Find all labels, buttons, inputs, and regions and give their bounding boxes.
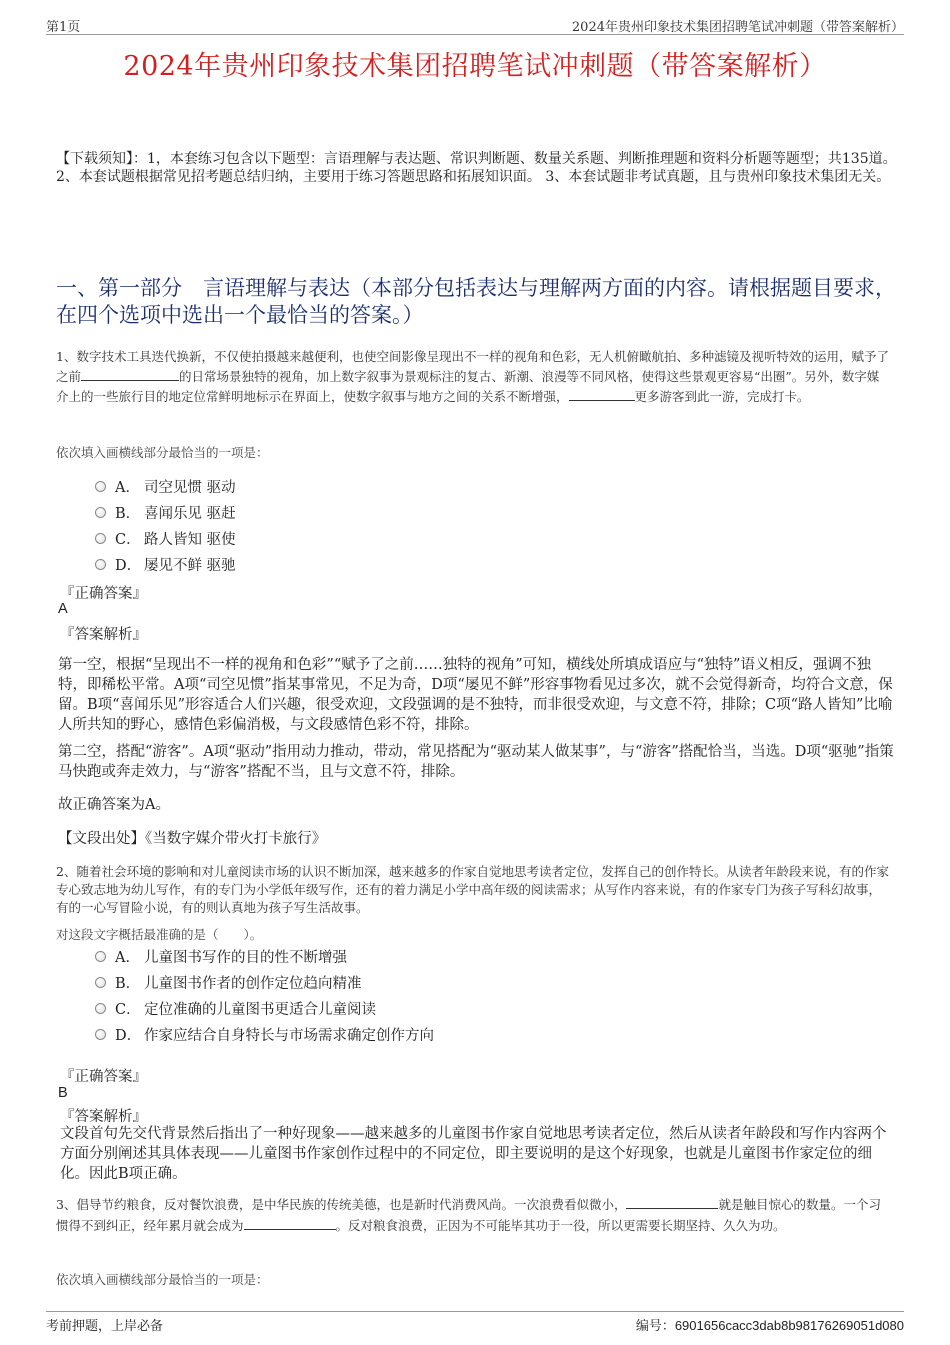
q1-analysis-2: 第二空，搭配“游客”。A项“驱动”指用动力推动，带动，常见搭配为“驱动某人做某事”，与“游客”搭配恰当，当选。D项“驱驰”指策马快跑或奔走效力，与“游客”搭配不当，且与文意不符，排除。 [58,744,894,780]
page-header [46,14,904,35]
question-2-text: 2、随着社会环境的影响和对儿童阅读市场的认识不断加深，越来越多的作家自觉地思考读者定位，发挥自己的创作特长。从读者年龄段来说，有的作家专心致志地为幼儿写作，有的专门为小学低年级写作，还有的着力满足小学中高年级的阅读需求；从写作内容来说，有的作家专门为孩子写科幻故事，有的一心写冒险小说，有的则认真地为孩子写生活故事。 [56,864,889,915]
question-1-text: 1、数字技术工具迭代换新，不仅使拍摄越来越便利，也使空间影像呈现出不一样的视角和色彩，无人机俯瞰航拍、多种滤镜及视听特效的运用，赋予了之前 的日常场景独特的视角，加上数字叙事为景观标注的复古、新潮、浪漫等不同风格，使得这些景观更容易“出圈”。另外，数字媒介上的一些旅行目的地定位常鲜明地标示在界面上，使数字叙事与地方之间的关系不断增强， 更多游客到此一游，完成打卡。 [56,349,889,404]
radio-icon[interactable] [95,977,106,988]
question-3-prompt: 依次填入画横线部分最恰当的一项是： [56,1272,269,1287]
q2-answer: B [58,1085,68,1101]
radio-icon[interactable] [95,507,106,518]
q1-answer: A [58,601,68,617]
q2-answer-label: 『正确答案』 [60,1069,147,1085]
footer-divider [46,1311,904,1312]
page-number: 第1页 [46,20,81,35]
page-title: 2024年贵州印象技术集团招聘笔试冲刺题（带答案解析） [123,51,827,82]
q2-analysis-label: 『答案解析』 [60,1109,147,1125]
answer-blank [569,387,635,401]
q1-answer-label: 『正确答案』 [60,586,147,602]
footer-code: 编号：6901656cacc3dab8b98176269051d080 [635,1318,904,1334]
q2-analysis: 文段首句先交代背景然后指出了一种好现象——越来越多的儿童图书作家自觉地思考读者定位，然后从读者年龄段和写作内容两个方面分别阐述其具体表现——儿童图书作家创作过程中的不同定位，即主要说明的是这个好现象，也就是儿童图书作家定位的细化。因此B项正确。 [60,1126,887,1182]
radio-icon[interactable] [95,1003,106,1014]
answer-blank [626,1195,718,1209]
q1-source: 【文段出处】《当数字媒介带火打卡旅行》 [58,831,327,847]
q1-conclusion: 故正确答案为A。 [58,797,170,813]
answer-blank [244,1216,336,1230]
radio-icon[interactable] [95,1029,106,1040]
radio-icon[interactable] [95,559,106,570]
radio-icon[interactable] [95,951,106,962]
download-notice: 【下载须知】：1，本套练习包含以下题型：言语理解与表达题、常识判断题、数量关系题、判断推理题和资料分析题等题型；共135道。 2、本套试题根据常见招考题总结归纳，主要用于练习答题思路和拓展知识面。 3、本套试题非考试真题，且与贵州印象技术集团无关。 [56,151,897,185]
answer-blank [81,367,179,381]
radio-icon[interactable] [95,533,106,544]
header-doc-title: 2024年贵州印象技术集团招聘笔试冲刺题（带答案解析） [571,20,904,35]
question-3-text: 3、倡导节约粮食，反对餐饮浪费，是中华民族的传统美德，也是新时代消费风尚。一次浪费看似微小， 就是触目惊心的数量。一个习惯得不到纠正，经年累月就会成为 。反对粮食浪费，正因为不可能毕其功于一役，所以更需要长期坚持、久久为功。 [56,1197,881,1233]
section-title: 一、第一部分 言语理解与表达（本部分包括表达与理解两方面的内容。请根据题目要求，在四个选项中选出一个最恰当的答案。） [56,276,896,327]
question-1-prompt: 依次填入画横线部分最恰当的一项是： [56,445,269,460]
question-2-prompt: 对这段文字概括最准确的是（ ）。 [56,927,263,942]
q1-analysis-1: 第一空，根据“呈现出不一样的视角和色彩”“赋予了之前……独特的视角”可知，横线处所填成语应与“独特”语义相反，强调不独特，即稀松平常。A项“司空见惯”指某事常见，不足为奇，D项“屡见不鲜”形容事物看见过多次，就不会觉得新奇，均符合文意，保留。B项“喜闻乐见”形容适合人们兴趣，很受欢迎，文段强调的是不独特，而非很受欢迎，与文意不符，排除；C项“路人皆知”比喻人所共知的野心，感情色彩偏消极，与文段感情色彩不符，排除。 [58,657,893,733]
footer-slogan: 考前押题，上岸必备 [46,1319,164,1334]
radio-icon[interactable] [95,481,106,492]
q1-analysis-label: 『答案解析』 [60,627,147,643]
